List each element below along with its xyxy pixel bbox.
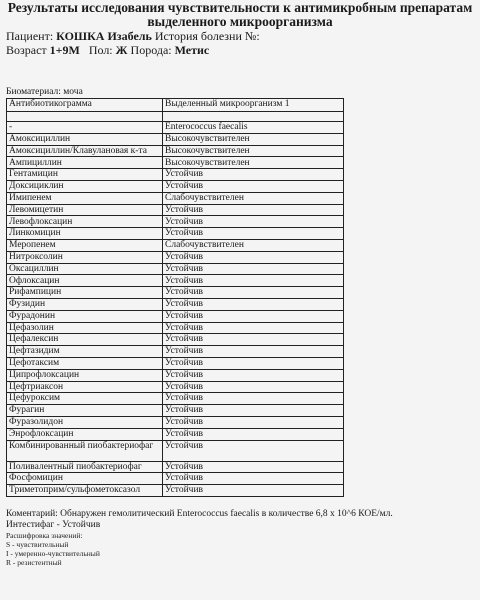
sensitivity-value: Устойчив [163,428,344,440]
sensitivity-value: Устойчив [163,287,344,299]
age-value: 1+9M [49,43,80,57]
drug-name: Амоксициллин [7,133,163,145]
drug-name: Рифампицин [7,287,163,299]
sensitivity-value: Устойчив [163,416,344,428]
drug-name: Офлоксацин [7,275,163,287]
table-row [7,204,344,216]
table-row [7,287,344,299]
sensitivity-value: Устойчив [163,275,344,287]
sensitivity-value: Слабочувствителен [163,192,344,204]
sensitivity-value: Устойчив [163,440,344,461]
table-row [7,440,344,461]
table-row [7,192,344,204]
sensitivity-value: Устойчив [163,204,344,216]
table-row [7,461,344,473]
antibiogram-table [6,98,344,497]
drug-name: Поливалентный пиобактериофаг [7,461,163,473]
table-row [7,334,344,346]
organism-row [7,122,344,134]
drug-name: Левомицетин [7,204,163,216]
table-row [7,405,344,417]
table-row [7,322,344,334]
drug-name: Фуразолидон [7,416,163,428]
history-label: История болезни №: [154,29,260,43]
report-title: Результаты исследования чувствительности к антимикробным препаратам выделенного микроорганизма [7,0,473,29]
sensitivity-value: Устойчив [163,228,344,240]
legend-item: S - чувствительный [6,539,69,549]
drug-name: Линкомицин [7,228,163,240]
sex-label: Пол: [88,43,113,57]
interpretation: Интестифаг - Устойчив [6,519,101,530]
sensitivity-value: Высокочувствителен [163,157,344,169]
sensitivity-value: Устойчив [163,461,344,473]
header-organism: Выделенный микроорганизм 1 [163,99,344,112]
drug-name: Ципрофлоксацин [7,369,163,381]
table-row [7,310,344,322]
drug-name: Триметоприм/сульфометоксазол [7,485,163,497]
table-row [7,145,344,157]
table-row [7,180,344,192]
legend-title: Расшифровка значений: [6,530,83,540]
sensitivity-value: Устойчив [163,216,344,228]
table-row [7,369,344,381]
table-row [7,239,344,251]
patient-name: КОШКА Изабель [56,29,152,43]
drug-name: Фурадонин [7,310,163,322]
breed-label: Порода: [130,43,172,57]
table-row [7,381,344,393]
table-row [7,473,344,485]
patient-line [6,29,480,43]
table-header-row [7,99,344,112]
drug-name: Цефалексин [7,334,163,346]
table-row [7,346,344,358]
organism-name: Enterococcus faecalis [163,122,344,134]
drug-name: Энрофлоксацин [7,428,163,440]
table-row [7,275,344,287]
age-label: Возраст [6,43,47,57]
biomaterial: Биоматериал: моча [6,87,83,97]
sensitivity-value: Устойчив [163,334,344,346]
table-row [7,157,344,169]
sensitivity-value: Устойчив [163,405,344,417]
organism-dash: - [7,122,163,134]
legend-item: I - умеренно-чувствительный [6,548,100,558]
drug-name: Цефотаксим [7,357,163,369]
table-row [7,216,344,228]
table-row [7,428,344,440]
drug-name: Амоксициллин/Клавулановая к-та [7,145,163,157]
sensitivity-value: Устойчив [163,369,344,381]
sensitivity-value: Устойчив [163,381,344,393]
table-row [7,485,344,497]
legend [6,531,480,567]
table-spacer-row [7,112,344,122]
drug-name: Цефтазидим [7,346,163,358]
drug-name: Цефазолин [7,322,163,334]
drug-name: Комбинированный пиобактериофаг [7,440,163,461]
table-row [7,393,344,405]
drug-name: Гентамицин [7,169,163,181]
drug-name: Имипенем [7,192,163,204]
table-row [7,263,344,275]
sensitivity-value: Высокочувствителен [163,133,344,145]
drug-name: Цефуроксим [7,393,163,405]
sensitivity-value: Устойчив [163,485,344,497]
drug-name: Цефтриаксон [7,381,163,393]
table-row [7,416,344,428]
table-row [7,169,344,181]
breed-value: Метис [174,43,210,57]
sensitivity-value: Слабочувствителен [163,239,344,251]
patient-details-line [6,43,480,57]
sensitivity-value: Устойчив [163,357,344,369]
drug-name: Ампициллин [7,157,163,169]
drug-name: Меропенем [7,239,163,251]
sensitivity-value: Устойчив [163,346,344,358]
sensitivity-value: Высокочувствителен [163,145,344,157]
sensitivity-value: Устойчив [163,298,344,310]
sensitivity-value: Устойчив [163,251,344,263]
sex-value: Ж [115,43,128,57]
header-antibiogram: Антибиотикограмма [7,99,163,112]
drug-name: Нитроксолин [7,251,163,263]
table-row [7,298,344,310]
table-row [7,133,344,145]
sensitivity-value: Устойчив [163,393,344,405]
table-row [7,228,344,240]
table-row [7,357,344,369]
sensitivity-value: Устойчив [163,473,344,485]
sensitivity-value: Устойчив [163,169,344,181]
drug-name: Доксициклин [7,180,163,192]
sensitivity-value: Устойчив [163,263,344,275]
patient-label: Пациент: [6,29,54,43]
table-row [7,251,344,263]
drug-name: Фурагин [7,405,163,417]
sensitivity-value: Устойчив [163,322,344,334]
drug-name: Левофлоксацин [7,216,163,228]
drug-name: Фосфомицин [7,473,163,485]
drug-name: Фузидин [7,298,163,310]
sensitivity-value: Устойчив [163,180,344,192]
legend-item: R - резистентный [6,557,62,567]
sensitivity-value: Устойчив [163,310,344,322]
comment: Коментарий: Обнаружен гемолитический Enterococcus faecalis в количестве 6,8 х 10^6 КОЕ/мл. [6,508,393,519]
drug-name: Оксациллин [7,263,163,275]
